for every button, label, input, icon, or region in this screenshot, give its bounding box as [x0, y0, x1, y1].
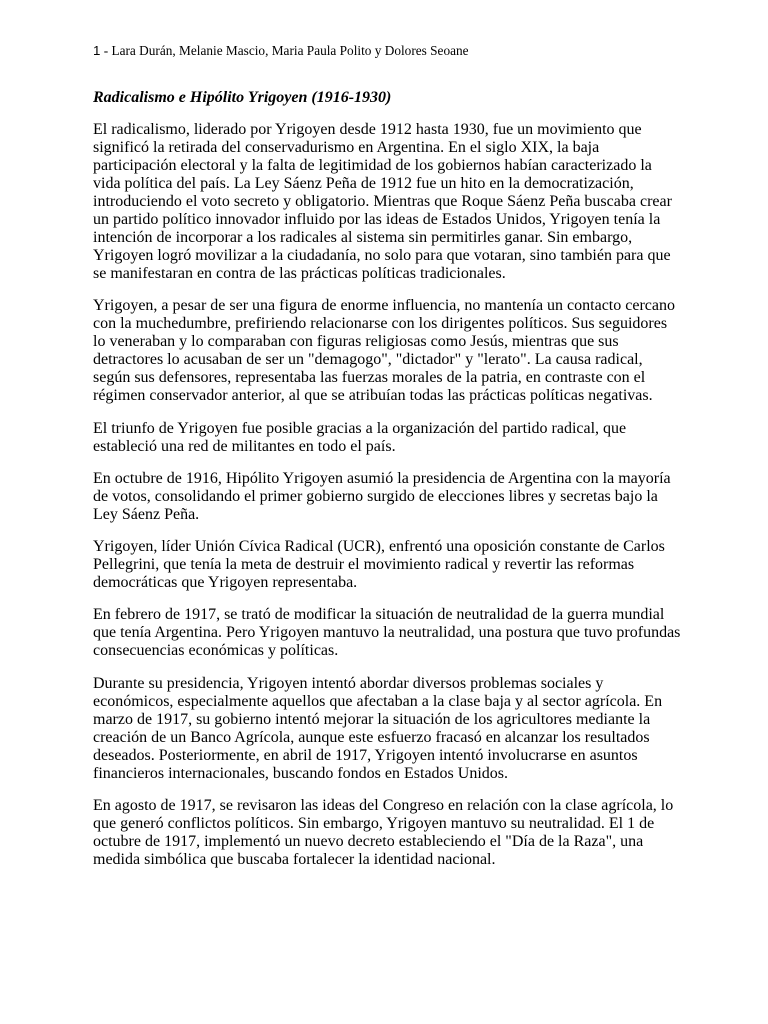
paragraph-2: Yrigoyen, a pesar de ser una figura de enorme influencia, no mantenía un contacto cercano con la muchedumbre, prefiriendo relacionarse con los dirigentes políticos. Sus seguidores lo veneraban y lo comparaban con figuras religiosas como Jesús, mientras que sus detractores lo acusaban de ser un "demagogo", "dictador" y "lerato". La causa radical, según sus defensores, representaba las fuerzas morales de la patria, en contraste con el régimen conservador anterior, al que se atribuían todas las prácticas políticas negativas.	[93, 297, 675, 405]
paragraph-6: En febrero de 1917, se trató de modificar la situación de neutralidad de la guerra mundial que tenía Argentina. Pero Yrigoyen mantuvo la neutralidad, una postura que tuvo profundas consecuencias económicas y políticas.	[93, 606, 681, 660]
document-body	[93, 121, 683, 883]
paragraph-8: En agosto de 1917, se revisaron las ideas del Congreso en relación con la clase agrícola, lo que generó conflictos políticos. Sin embargo, Yrigoyen mantuvo su neutralidad. El 1 de octubre de 1917, implementó un nuevo decreto estableciendo el "Día de la Raza", una medida simbólica que buscaba fortalecer la identidad nacional.	[93, 797, 674, 869]
paragraph-1: El radicalismo, liderado por Yrigoyen desde 1912 hasta 1930, fue un movimiento que significó la retirada del conservadurismo en Argentina. En el siglo XIX, la baja participación electoral y la falta de legitimidad de los gobiernos habían caracterizado la vida política del país. La Ley Sáenz Peña de 1912 fue un hito en la democratización, introduciendo el voto secreto y obligatorio. Mientras que Roque Sáenz Peña buscaba crear un partido político innovador influido por las ideas de Estados Unidos, Yrigoyen tenía la intención de incorporar a los radicales al sistema sin permitirles ganar. Sin embargo, Yrigoyen logró movilizar a la ciudadanía, no solo para que votaran, sino también para que se manifestaran en contra de las prácticas políticas tradicionales.	[93, 121, 672, 282]
paragraph-5: Yrigoyen, líder Unión Cívica Radical (UCR), enfrentó una oposición constante de Carlos Pellegrini, que tenía la meta de destruir el movimiento radical y revertir las reformas democráticas que Yrigoyen representaba.	[93, 538, 665, 592]
page-number: 1	[93, 43, 101, 58]
page-header	[93, 42, 713, 60]
header-separator: -	[100, 43, 112, 58]
paragraph-7: Durante su presidencia, Yrigoyen intentó abordar diversos problemas sociales y económicos, especialmente aquellos que afectaban a la clase baja y al sector agrícola. En marzo de 1917, su gobierno intentó mejorar la situación de los agricultores mediante la creación de un Banco Agrícola, aunque este esfuerzo fracasó en alcanzar los resultados deseados. Posteriormente, en abril de 1917, Yrigoyen intentó involucrarse en asuntos financieros internacionales, buscando fondos en Estados Unidos.	[93, 674, 663, 782]
header-authors: Lara Durán, Melanie Mascio, Maria Paula Polito y Dolores Seoane	[111, 43, 469, 58]
document-title: Radicalismo e Hipólito Yrigoyen (1916-1930)	[93, 89, 392, 106]
paragraph-4: En octubre de 1916, Hipólito Yrigoyen asumió la presidencia de Argentina con la mayoría de votos, consolidando el primer gobierno surgido de elecciones libres y secretas bajo la Ley Sáenz Peña.	[93, 469, 671, 523]
paragraph-3: El triunfo de Yrigoyen fue posible gracias a la organización del partido radical, que estableció una red de militantes en todo el país.	[93, 419, 627, 455]
